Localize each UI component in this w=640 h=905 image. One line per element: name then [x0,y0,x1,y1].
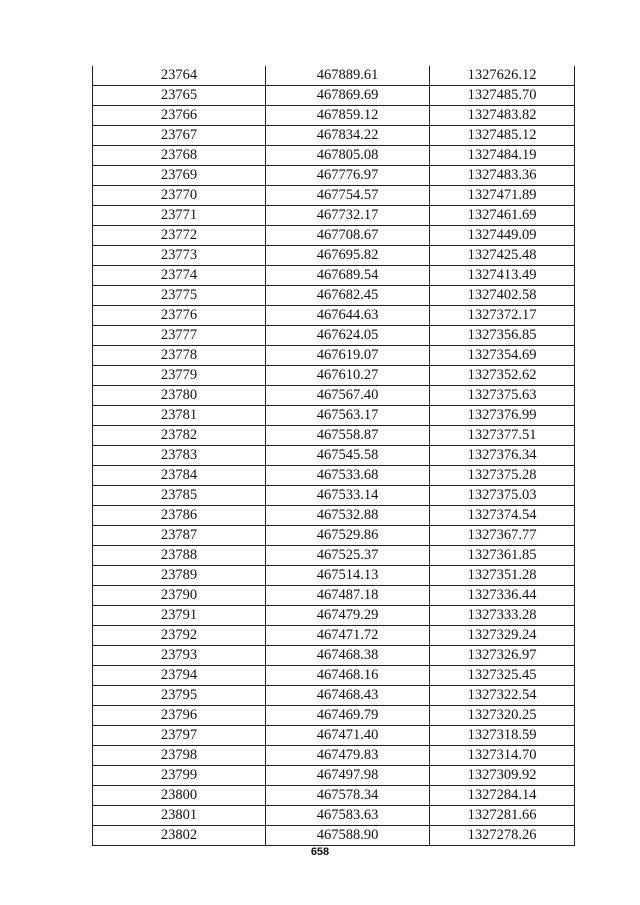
table-row [93,546,575,566]
point-id-cell: 23767 [93,126,266,146]
y-coordinate-cell: 1327351.28 [430,566,575,586]
table-row [93,66,575,86]
x-coordinate-cell: 467682.45 [266,286,430,306]
x-coordinate-cell: 467558.87 [266,426,430,446]
x-coordinate-cell: 467525.37 [266,546,430,566]
y-coordinate-cell: 1327626.12 [430,66,575,86]
table-row [93,166,575,186]
point-id-cell: 23766 [93,106,266,126]
point-id-cell: 23779 [93,366,266,386]
y-coordinate-cell: 1327374.54 [430,506,575,526]
y-coordinate-cell: 1327449.09 [430,226,575,246]
point-id-cell: 23789 [93,566,266,586]
y-coordinate-cell: 1327336.44 [430,586,575,606]
x-coordinate-cell: 467529.86 [266,526,430,546]
x-coordinate-cell: 467834.22 [266,126,430,146]
table-row [93,826,575,846]
y-coordinate-cell: 1327322.54 [430,686,575,706]
point-id-cell: 23775 [93,286,266,306]
table-row [93,586,575,606]
y-coordinate-cell: 1327375.63 [430,386,575,406]
table-row [93,726,575,746]
point-id-cell: 23764 [93,66,266,86]
x-coordinate-cell: 467583.63 [266,806,430,826]
point-id-cell: 23778 [93,346,266,366]
table-row [93,86,575,106]
point-id-cell: 23799 [93,766,266,786]
y-coordinate-cell: 1327461.69 [430,206,575,226]
y-coordinate-cell: 1327471.89 [430,186,575,206]
point-id-cell: 23768 [93,146,266,166]
y-coordinate-cell: 1327367.77 [430,526,575,546]
x-coordinate-cell: 467563.17 [266,406,430,426]
y-coordinate-cell: 1327483.36 [430,166,575,186]
page-number: 658 [310,846,330,858]
y-coordinate-cell: 1327372.17 [430,306,575,326]
x-coordinate-cell: 467567.40 [266,386,430,406]
coordinate-table-body [93,66,575,846]
table-row [93,706,575,726]
y-coordinate-cell: 1327485.70 [430,86,575,106]
table-row [93,106,575,126]
point-id-cell: 23776 [93,306,266,326]
x-coordinate-cell: 467610.27 [266,366,430,386]
point-id-cell: 23769 [93,166,266,186]
y-coordinate-cell: 1327329.24 [430,626,575,646]
table-row [93,266,575,286]
y-coordinate-cell: 1327309.92 [430,766,575,786]
y-coordinate-cell: 1327413.49 [430,266,575,286]
table-row [93,186,575,206]
point-id-cell: 23797 [93,726,266,746]
y-coordinate-cell: 1327284.14 [430,786,575,806]
table-row [93,146,575,166]
table-row [93,806,575,826]
x-coordinate-cell: 467514.13 [266,566,430,586]
y-coordinate-cell: 1327402.58 [430,286,575,306]
table-row [93,766,575,786]
x-coordinate-cell: 467588.90 [266,826,430,846]
x-coordinate-cell: 467708.67 [266,226,430,246]
x-coordinate-cell: 467487.18 [266,586,430,606]
y-coordinate-cell: 1327484.19 [430,146,575,166]
point-id-cell: 23796 [93,706,266,726]
table-row [93,126,575,146]
table-row [93,646,575,666]
point-id-cell: 23791 [93,606,266,626]
x-coordinate-cell: 467468.38 [266,646,430,666]
y-coordinate-cell: 1327352.62 [430,366,575,386]
table-row [93,666,575,686]
y-coordinate-cell: 1327354.69 [430,346,575,366]
table-row [93,386,575,406]
y-coordinate-cell: 1327376.34 [430,446,575,466]
table-row [93,446,575,466]
table-row [93,506,575,526]
x-coordinate-cell: 467732.17 [266,206,430,226]
table-row [93,306,575,326]
x-coordinate-cell: 467619.07 [266,346,430,366]
x-coordinate-cell: 467471.40 [266,726,430,746]
y-coordinate-cell: 1327377.51 [430,426,575,446]
x-coordinate-cell: 467469.79 [266,706,430,726]
table-row [93,246,575,266]
x-coordinate-cell: 467468.43 [266,686,430,706]
x-coordinate-cell: 467532.88 [266,506,430,526]
x-coordinate-cell: 467644.63 [266,306,430,326]
point-id-cell: 23790 [93,586,266,606]
x-coordinate-cell: 467545.58 [266,446,430,466]
point-id-cell: 23801 [93,806,266,826]
point-id-cell: 23792 [93,626,266,646]
y-coordinate-cell: 1327314.70 [430,746,575,766]
table-row [93,606,575,626]
point-id-cell: 23798 [93,746,266,766]
x-coordinate-cell: 467479.83 [266,746,430,766]
point-id-cell: 23771 [93,206,266,226]
point-id-cell: 23785 [93,486,266,506]
point-id-cell: 23773 [93,246,266,266]
x-coordinate-cell: 467497.98 [266,766,430,786]
x-coordinate-cell: 467689.54 [266,266,430,286]
point-id-cell: 23786 [93,506,266,526]
point-id-cell: 23774 [93,266,266,286]
y-coordinate-cell: 1327278.26 [430,826,575,846]
y-coordinate-cell: 1327320.25 [430,706,575,726]
table-row [93,346,575,366]
table-row [93,406,575,426]
point-id-cell: 23765 [93,86,266,106]
table-row [93,486,575,506]
table-row [93,286,575,306]
point-id-cell: 23788 [93,546,266,566]
x-coordinate-cell: 467578.34 [266,786,430,806]
table-row [93,226,575,246]
y-coordinate-cell: 1327361.85 [430,546,575,566]
point-id-cell: 23777 [93,326,266,346]
point-id-cell: 23802 [93,826,266,846]
x-coordinate-cell: 467533.14 [266,486,430,506]
point-id-cell: 23783 [93,446,266,466]
x-coordinate-cell: 467468.16 [266,666,430,686]
table-row [93,466,575,486]
coordinate-table [92,66,575,846]
x-coordinate-cell: 467776.97 [266,166,430,186]
y-coordinate-cell: 1327425.48 [430,246,575,266]
point-id-cell: 23794 [93,666,266,686]
point-id-cell: 23770 [93,186,266,206]
table-row [93,746,575,766]
x-coordinate-cell: 467754.57 [266,186,430,206]
y-coordinate-cell: 1327318.59 [430,726,575,746]
x-coordinate-cell: 467889.61 [266,66,430,86]
point-id-cell: 23795 [93,686,266,706]
y-coordinate-cell: 1327333.28 [430,606,575,626]
y-coordinate-cell: 1327483.82 [430,106,575,126]
table-row [93,426,575,446]
table-row [93,686,575,706]
x-coordinate-cell: 467805.08 [266,146,430,166]
table-row [93,366,575,386]
point-id-cell: 23784 [93,466,266,486]
table-row [93,566,575,586]
table-row [93,526,575,546]
x-coordinate-cell: 467624.05 [266,326,430,346]
table-row [93,786,575,806]
point-id-cell: 23787 [93,526,266,546]
y-coordinate-cell: 1327326.97 [430,646,575,666]
point-id-cell: 23780 [93,386,266,406]
y-coordinate-cell: 1327375.28 [430,466,575,486]
y-coordinate-cell: 1327376.99 [430,406,575,426]
y-coordinate-cell: 1327375.03 [430,486,575,506]
table-row [93,626,575,646]
point-id-cell: 23800 [93,786,266,806]
y-coordinate-cell: 1327325.45 [430,666,575,686]
point-id-cell: 23772 [93,226,266,246]
table-row [93,326,575,346]
x-coordinate-cell: 467859.12 [266,106,430,126]
table-row [93,206,575,226]
y-coordinate-cell: 1327281.66 [430,806,575,826]
point-id-cell: 23781 [93,406,266,426]
x-coordinate-cell: 467869.69 [266,86,430,106]
point-id-cell: 23782 [93,426,266,446]
y-coordinate-cell: 1327485.12 [430,126,575,146]
x-coordinate-cell: 467479.29 [266,606,430,626]
x-coordinate-cell: 467533.68 [266,466,430,486]
y-coordinate-cell: 1327356.85 [430,326,575,346]
x-coordinate-cell: 467471.72 [266,626,430,646]
point-id-cell: 23793 [93,646,266,666]
x-coordinate-cell: 467695.82 [266,246,430,266]
